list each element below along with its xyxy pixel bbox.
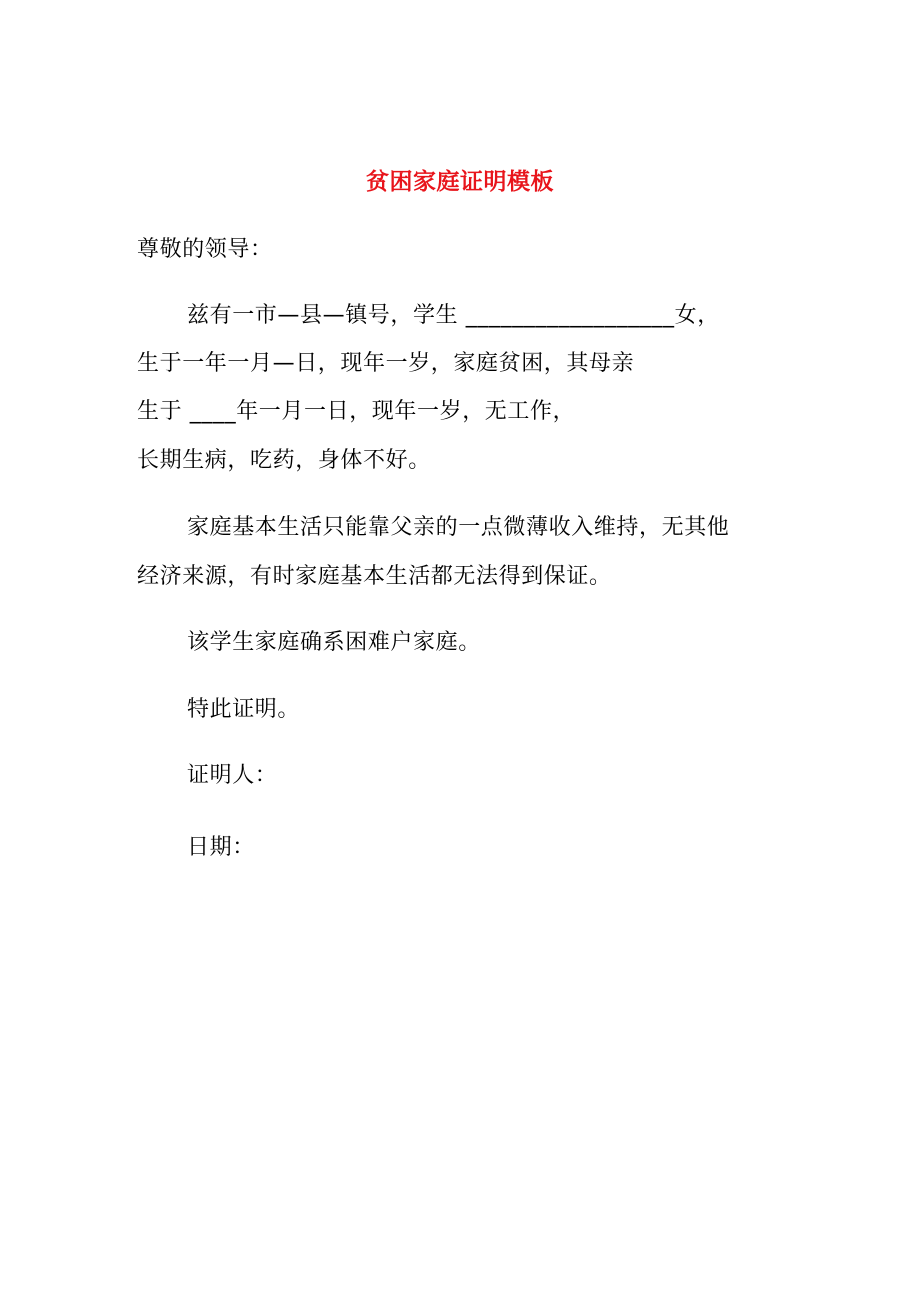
paragraph4: 特此证明。 [187,697,301,722]
paragraph1-line4: 长期生病，吃药，身体不好。 [137,448,431,473]
paragraph2-line1: 家庭基本生活只能靠父亲的一点微薄收入维持，无其他 [187,515,730,540]
paragraph2-line2: 经济来源，有时家庭基本生活都无法得到保证。 [137,564,612,589]
paragraph1-line2: 生于一年一月—日，现年一岁，家庭贫困，其母亲 [137,351,635,376]
greeting: 尊敬的领导： [137,237,273,262]
signature-label: 证明人： [187,763,278,788]
paragraph1-line3: 生于 ____年一月一日，现年一岁，无工作， [137,399,576,424]
paragraph3: 该学生家庭确系困难户家庭。 [187,630,481,655]
document-title: 贫困家庭证明模板 [366,169,554,195]
paragraph1-line1: 兹有一市—县—镇号，学生 __________________女， [187,303,720,328]
date-label: 日期： [187,835,255,860]
